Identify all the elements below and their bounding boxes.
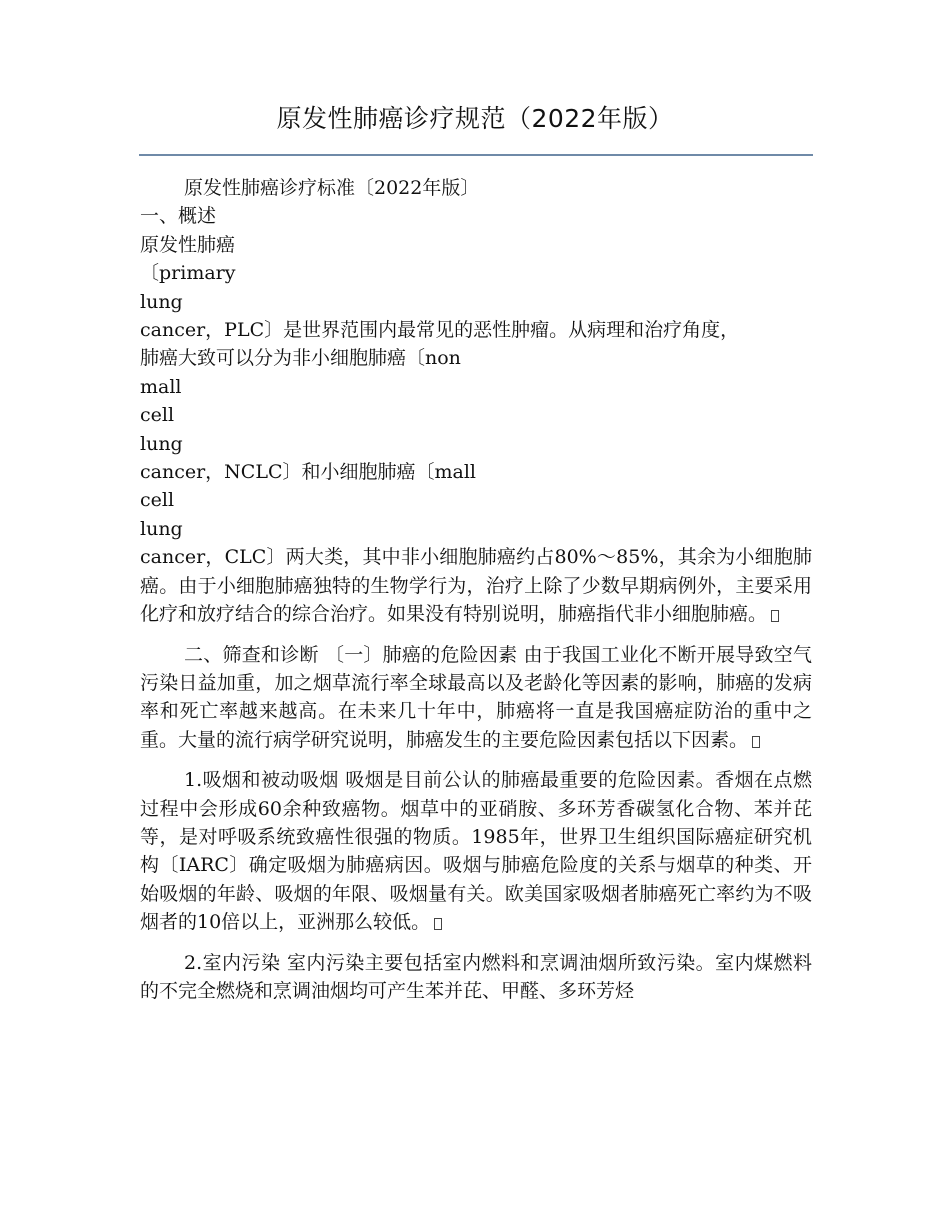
page-title: 原发性肺癌诊疗规范（2022年版） [276,104,674,133]
intro-line: cell [140,404,175,427]
intro-line: 〔primary [140,262,236,285]
intro-line: 原发性肺癌 [140,233,236,256]
title-divider [139,154,813,156]
document-subtitle: 原发性肺癌诊疗标准〔2022年版〕 [184,177,480,199]
section-heading-overview: 一、概述 [140,205,217,228]
paragraph-mark-icon [771,610,779,622]
paragraph-mark-icon [434,918,442,930]
intro-paragraph-text: cancer，CLC〕两大类，其中非小细胞肺癌约占80%～85%，其余为小细胞肺癌。由于小细胞肺癌独特的生物学行为，治疗上除了少数早期病例外，主要采用化疗和放疗结合的综合治疗。如果没有特别说明，肺癌指代非小细胞肺癌。 [140,546,812,626]
smoking-paragraph [140,766,812,936]
screening-paragraph-text: 二、筛查和诊断 〔一〕肺癌的危险因素 由于我国工业化不断开展导致空气污染日益加重，加之烟草流行率全球最高以及老龄化等因素的影响，肺癌的发病率和死亡率越来越高。在未来几十年中，肺癌将一直是我国癌症防治的重中之重。大量的流行病学研究说明，肺癌发生的主要危险因素包括以下因素。 [140,643,812,751]
intro-line: cancer，NCLC〕和小细胞肺癌〔mall [140,461,476,484]
intro-line: lung [140,290,183,313]
paragraph-mark-icon [752,736,760,748]
indoor-pollution-paragraph [140,949,812,1006]
document-body [140,174,812,1005]
intro-line: lung [140,432,183,455]
intro-line: cell [140,489,175,512]
intro-line: cancer，PLC〕是世界范围内最常见的恶性肿瘤。从病理和治疗角度， [140,319,740,342]
intro-paragraph-end [140,543,812,628]
intro-line: 肺癌大致可以分为非小细胞肺癌〔non [140,347,461,370]
smoking-paragraph-text: 1.吸烟和被动吸烟 吸烟是目前公认的肺癌最重要的危险因素。香烟在点燃过程中会形成60余种致癌物。烟草中的亚硝胺、多环芳香碳氢化合物、苯并芘等，是对呼吸系统致癌性很强的物质。1985年，世界卫生组织国际癌症研究机构〔IARC〕确定吸烟为肺癌病因。吸烟与肺癌危险度的关系与烟草的种类、开始吸烟的年龄、吸烟的年限、吸烟量有关。欧美国家吸烟者肺癌死亡率约为不吸烟者的10倍以上，亚洲那么较低。 [140,769,812,934]
intro-line: lung [140,517,183,540]
screening-paragraph [140,641,812,755]
indoor-pollution-paragraph-text: 2.室内污染 室内污染主要包括室内燃料和烹调油烟所致污染。室内煤燃料的不完全燃烧和烹调油烟均可产生苯并芘、甲醛、多环芳烃 [140,951,812,1002]
intro-line: mall [140,375,182,398]
